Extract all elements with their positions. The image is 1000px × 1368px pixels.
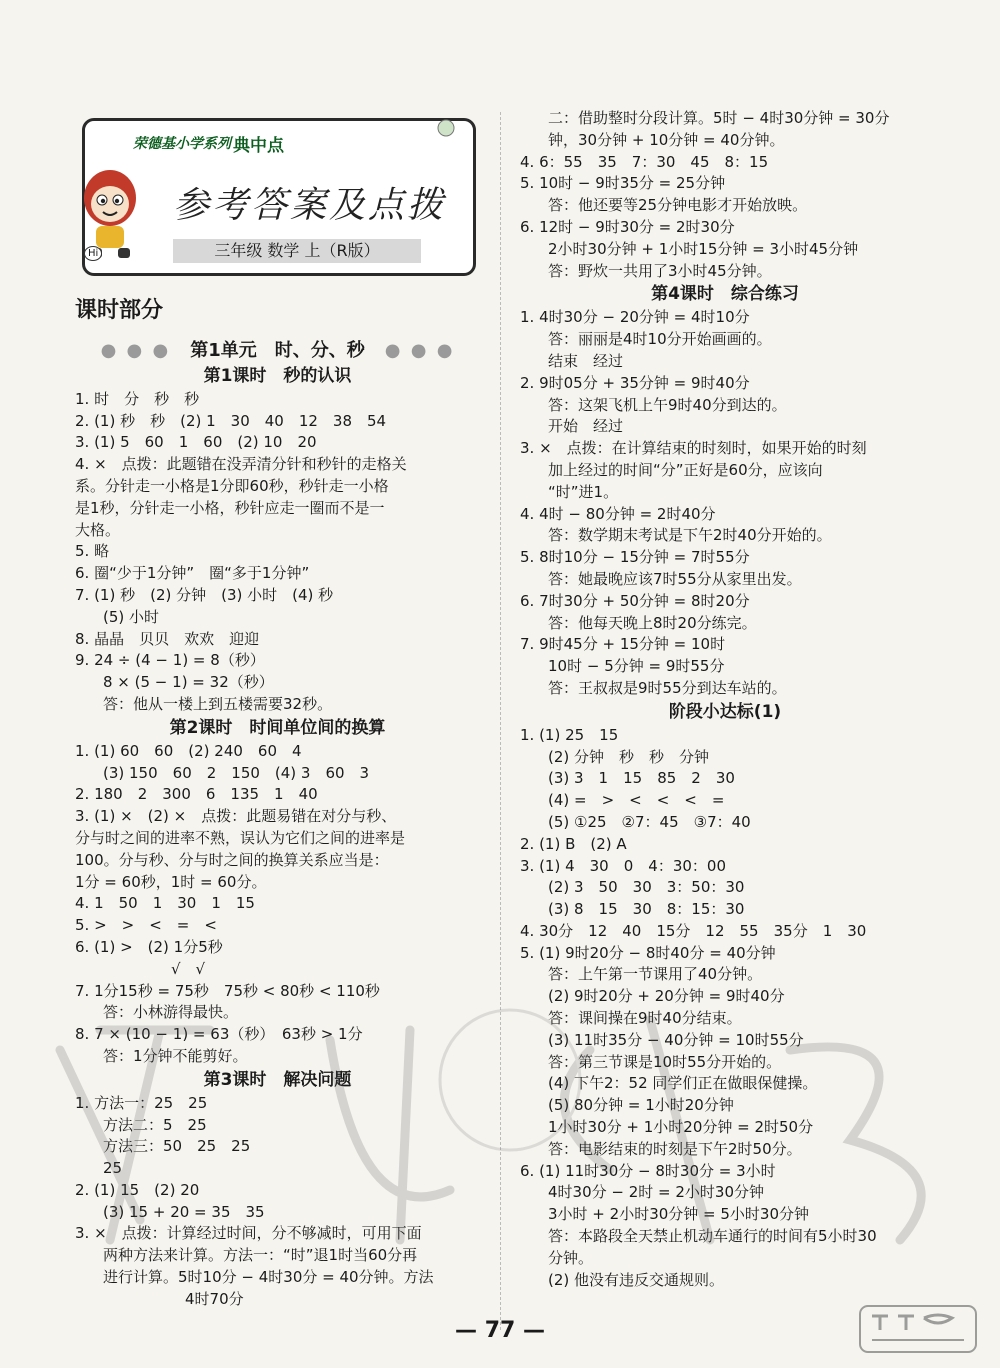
answer-line: 答：第三节课是10时55分开始的。 (548, 1052, 782, 1071)
answer-line: 1. 方法一：25 25 (75, 1093, 208, 1112)
answer-line: 3. × 点拨：计算经过时间，分不够减时，可用下面 (75, 1224, 422, 1243)
answer-line: 答：上午第一节课用了40分钟。 (548, 965, 763, 984)
answer-line: 2. 180 2 300 6 135 1 40 (75, 785, 318, 804)
answer-line: 6. (1) > (2) 1分5秒 (75, 937, 223, 956)
answer-line: 答：这架飞机上午9时40分到达的。 (548, 395, 787, 414)
answer-line: 1小时30分 + 1小时20分钟 = 2时50分 (548, 1118, 814, 1137)
answer-line: 9. 24 ÷ (4 − 1) = 8（秒） (75, 651, 265, 670)
answer-line: 8. 晶晶 贝贝 欢欢 迎迎 (75, 629, 260, 648)
answer-line: (2) 9时20分 + 20分钟 = 9时40分 (548, 987, 785, 1006)
answer-line: 两种方法来计算。方法一：“时”退1时当60分再 (103, 1246, 418, 1265)
answer-line: 6. 圈“少于1分钟” 圈“多于1分钟” (75, 564, 310, 583)
answer-line: (5) ①25 ②7：45 ③7：40 (548, 812, 751, 831)
lesson-2-title: 第2课时 时间单位间的换算 (169, 717, 386, 738)
answer-line: 5. 10时 − 9时35分 = 25分钟 (520, 174, 726, 193)
page-number: — 77 — (455, 1318, 545, 1343)
answer-line: 1. 4时30分 − 20分钟 = 4时10分 (520, 308, 750, 327)
answer-line: (2) 3 50 30 3：50：30 (548, 878, 745, 897)
stage-test-title: 阶段小达标(1) (668, 701, 782, 722)
answer-line: 答：1分钟不能剪好。 (103, 1046, 248, 1065)
answer-line: 大格。 (75, 520, 121, 539)
answer-line: 答：她最晚应该7时55分从家里出发。 (548, 569, 802, 588)
answer-line: 4时30分 − 2时 = 2小时30分钟 (548, 1183, 765, 1202)
answer-line: “时”进1。 (548, 482, 619, 501)
answer-line: 系。分针走一小格是1分即60秒，秒针走一小格 (75, 476, 389, 495)
answer-line: 答：他从一楼上到五楼需要32秒。 (103, 694, 333, 713)
answer-line: 钟，30分钟 + 10分钟 = 40分钟。 (548, 130, 785, 149)
hi-badge: Hi (84, 246, 102, 261)
answer-line: 答：电影结束的时刻是下午2时50分。 (548, 1139, 802, 1158)
answer-line: 4. 4时 − 80分钟 = 2时40分 (520, 504, 716, 523)
lesson-1-title: 第1课时 秒的认识 (203, 365, 352, 386)
answer-line: (3) 3 1 15 85 2 30 (548, 769, 735, 788)
answer-line: 方法二：5 25 (103, 1115, 207, 1134)
header-title: 参考答案及点拨 (173, 185, 447, 226)
answer-line: 答：课间操在9时40分结束。 (548, 1009, 742, 1028)
answer-line: 3. × 点拨：在计算结束的时刻时，如果开始的时刻 (520, 439, 867, 458)
answer-line: (5) 80分钟 = 1小时20分钟 (548, 1096, 734, 1115)
answer-line: 7. (1) 秒 (2) 分钟 (3) 小时 (4) 秒 (75, 585, 334, 604)
answer-line: 1分 = 60秒，1时 = 60分。 (75, 872, 267, 891)
watermark-scribble-icon (30, 990, 990, 1250)
answer-line: 加上经过的时间“分”正好是60分，应该向 (548, 460, 823, 479)
answer-line: 方法三：50 25 25 (103, 1137, 251, 1156)
answer-line: 25 (103, 1159, 123, 1178)
answer-line: 10时 − 5分钟 = 9时55分 (548, 657, 725, 676)
answer-line: 4. × 点拨：此题错在没弄清分针和秒针的走格关 (75, 455, 407, 474)
answer-line: 5. 略 (75, 542, 110, 561)
answer-line: 结束 经过 (548, 351, 624, 370)
lesson-3-title: 第3课时 解决问题 (203, 1069, 352, 1090)
answer-line: (2) 分钟 秒 秒 分钟 (548, 747, 710, 766)
answer-line: 8 × (5 − 1) = 32（秒） (103, 673, 274, 692)
answer-line: 1. (1) 60 60 (2) 240 60 4 (75, 741, 302, 760)
answer-line: 答：小林游得最快。 (103, 1003, 239, 1022)
answer-line: 答：数学期末考试是下午2时40分开始的。 (548, 526, 832, 545)
answer-line: 进行计算。5时10分 − 4时30分 = 40分钟。方法 (103, 1268, 434, 1287)
header-subtitle: 三年级 数学 上（R版） (173, 239, 421, 263)
answer-line: (4) = > < < < = (548, 791, 725, 810)
lesson-4-title: 第4课时 综合练习 (651, 284, 799, 305)
answer-line: 3. (1) × (2) × 点拨：此题易错在对分与秒、 (75, 807, 397, 826)
answer-line: 答：本路段全天禁止机动车通行的时间有5小时30 (548, 1227, 877, 1246)
publisher-logo: 荣德基小学系列 (133, 136, 231, 152)
answer-line: 7. 1分15秒 = 75秒 75秒 < 80秒 < 110秒 (75, 981, 380, 1000)
answer-line: 答：丽丽是4时10分开始画画的。 (548, 330, 772, 349)
section-title: 课时部分 (75, 298, 164, 323)
mascot-icon (70, 162, 150, 262)
answer-line: 二：借助整时分段计算。5时 − 4时30分钟 = 30分 (548, 109, 890, 127)
answer-line: 4时70分 (185, 1289, 244, 1308)
answer-line: 6. (1) 11时30分 − 8时30分 = 3小时 (520, 1161, 776, 1180)
answer-line: 5. (1) 9时20分 − 8时40分 = 40分钟 (520, 943, 776, 962)
answer-line: 5. > > < = < (75, 916, 217, 935)
answer-line: 是1秒，分针走一小格，秒针应走一圈而不是一 (75, 498, 385, 517)
answer-line: 答：他每天晚上8时20分练完。 (548, 613, 757, 632)
brand-logo: 典中点 (233, 136, 284, 156)
flag-icon (436, 118, 456, 138)
answer-line: (3) 150 60 2 150 (4) 3 60 3 (103, 763, 370, 782)
dots-left-icon: ● ● ● (100, 340, 191, 361)
answer-line: 分与时之间的进率不熟，误认为它们之间的进率是 (75, 828, 406, 847)
answer-line: 4. 1 50 1 30 1 15 (75, 894, 255, 913)
answer-line: 7. 9时45分 + 15分钟 = 10时 (520, 635, 726, 654)
answer-line: 2. (1) 15 (2) 20 (75, 1180, 200, 1199)
answer-line: (5) 小时 (103, 607, 160, 626)
answer-line: 开始 经过 (548, 417, 624, 436)
answer-line: (4) 下午2：52 同学们正在做眼保健操。 (548, 1074, 818, 1093)
answer-line: 100。分与秒、分与时之间的换算关系应当是： (75, 850, 389, 869)
answer-line: 3. (1) 5 60 1 60 (2) 10 20 (75, 433, 317, 452)
answer-line: √ √ (171, 959, 206, 978)
answer-line: (3) 11时35分 − 40分钟 = 10时55分 (548, 1030, 804, 1049)
answer-line: 1. (1) 25 15 (520, 725, 619, 744)
answer-line: 3小时 + 2小时30分钟 = 5小时30分钟 (548, 1205, 810, 1224)
answer-line: 3. (1) 4 30 0 4：30：00 (520, 856, 726, 875)
answer-line: 答：王叔叔是9时55分到达车站的。 (548, 678, 787, 697)
watermark-logo-icon (858, 1304, 978, 1354)
answer-line: 4. 6：55 35 7：30 45 8：15 (520, 152, 769, 171)
answer-line: 答：野炊一共用了3小时45分钟。 (548, 261, 772, 280)
answer-line: 6. 12时 − 9时30分 = 2时30分 (520, 217, 735, 236)
answer-line: 6. 7时30分 + 50分钟 = 8时20分 (520, 591, 750, 610)
answer-line: (2) 他没有违反交通规则。 (548, 1270, 725, 1289)
answer-line: 2. (1) 秒 秒 (2) 1 30 40 12 38 54 (75, 411, 387, 430)
answer-line: (3) 15 + 20 = 35 35 (103, 1202, 265, 1221)
answer-line: 2小时30分钟 + 1小时15分钟 = 3小时45分钟 (548, 239, 859, 258)
answer-line: 1. 时 分 秒 秒 (75, 389, 200, 408)
answer-line: 2. (1) B (2) A (520, 834, 627, 853)
answer-line: 2. 9时05分 + 35分钟 = 9时40分 (520, 373, 750, 392)
answer-line: 分钟。 (548, 1248, 594, 1267)
answer-line: 答：他还要等25分钟电影才开始放映。 (548, 196, 808, 215)
unit-title-text: 第1单元 时、分、秒 (190, 340, 365, 361)
answer-line: 5. 8时10分 − 15分钟 = 7时55分 (520, 548, 750, 567)
unit-title (75, 340, 480, 362)
dots-right-icon: ● ● ● (364, 340, 455, 361)
answer-line: (3) 8 15 30 8：15：30 (548, 900, 745, 919)
answer-line: 8. 7 × (10 − 1) = 63（秒） 63秒 > 1分 (75, 1025, 363, 1044)
answer-line: 4. 30分 12 40 15分 12 55 35分 1 30 (520, 921, 867, 940)
